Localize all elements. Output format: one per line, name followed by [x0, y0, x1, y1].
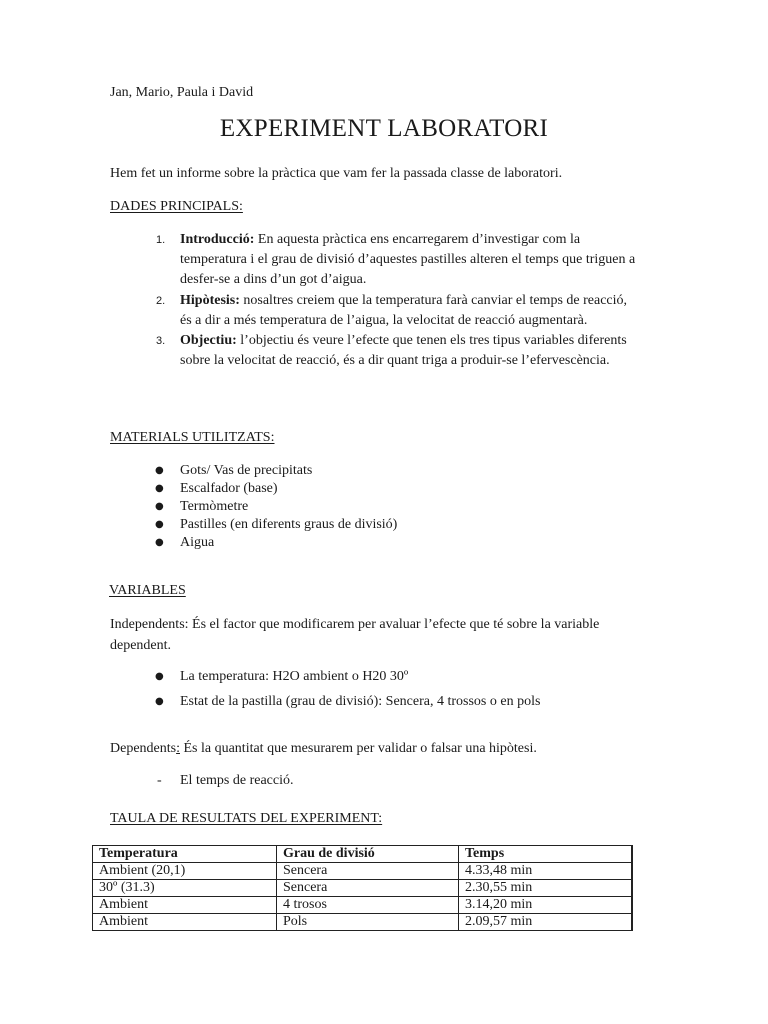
dependents-colon: :: [176, 741, 180, 756]
bullet-icon: ●: [155, 483, 164, 494]
dependents-text: És la quantitat que mesurarem per validar o falsar una hipòtesi.: [179, 741, 537, 756]
list-item: ● Estat de la pastilla (grau de divisió): Sencera, 4 trossos o en pols: [150, 692, 540, 713]
dades-item: [150, 291, 640, 331]
independents-list: [150, 667, 540, 716]
item-text: En aquesta pràctica ens encarregarem d’investigar com la temperatura i el grau de divisió d’aquestes pastilles alteren el temps que triguen a desfer-se a dins d’un got d’aigua.: [180, 232, 636, 288]
dependents-paragraph: [110, 741, 537, 757]
list-number: 1.: [156, 234, 166, 246]
item-label: Hipòtesis:: [180, 292, 240, 308]
table-cell: 4 trosos: [277, 897, 459, 914]
bullet-icon: ●: [155, 519, 164, 530]
empty-cell: [632, 897, 633, 914]
table-cell: 2.09,57 min: [459, 914, 632, 931]
intro-paragraph: Hem fet un informe sobre la pràctica que vam fer la passada classe de laboratori.: [110, 166, 563, 181]
bullet-icon: ●: [155, 465, 164, 476]
dades-item: [150, 331, 640, 371]
table-cell: Ambient: [93, 914, 277, 931]
table-cell: Sencera: [277, 863, 459, 880]
table-cell: Ambient (20,1): [93, 863, 277, 880]
empty-cell: [632, 863, 633, 880]
list-item: ● Aigua: [155, 535, 215, 550]
item-text: nosaltres creiem que la temperatura farà canviar el temps de reacció, és a dir a més temperatura de l’aigua, la velocitat de reacció augmentarà.: [180, 292, 628, 328]
dependents-label: Dependents: [110, 741, 177, 756]
document-title: EXPERIMENT LABORATORI: [219, 115, 549, 142]
column-header: Temps: [459, 846, 632, 863]
bullet-icon: ●: [155, 671, 164, 682]
section-heading-dades: DADES PRINCIPALS:: [110, 199, 243, 214]
bullet-icon: ●: [155, 537, 164, 548]
list-number: 2.: [156, 294, 166, 307]
table-row: [93, 863, 633, 880]
empty-cell: [632, 914, 633, 931]
dependents-list-item: - El temps de reacció.: [157, 773, 294, 788]
section-heading-table: TAULA DE RESULTATS DEL EXPERIMENT:: [110, 811, 383, 826]
table-cell: Ambient: [93, 897, 277, 914]
table-row: [93, 914, 633, 931]
table-header-row: [93, 846, 633, 863]
table-cell: 2.30,55 min: [459, 880, 632, 897]
authors-line: Jan, Mario, Paula i David: [110, 85, 254, 100]
table-row: [93, 880, 633, 897]
dades-list: [150, 230, 640, 371]
bullet-icon: ●: [155, 501, 164, 512]
table-cell: 30º (31.3): [93, 880, 277, 897]
table-cell: 4.33,48 min: [459, 863, 632, 880]
table-row: [93, 897, 633, 914]
dash-marker: -: [157, 773, 162, 788]
bullet-icon: ●: [155, 695, 164, 707]
independents-paragraph: Independents: És el factor que modificarem per avaluar l’efecte que té sobre la variable dependent.: [110, 617, 600, 653]
item-text: l’objectiu és veure l’efecte que tenen els tres tipus variables diferents sobre la velocitat de reacció, és a dir quant triga a produir-se l’efervescència.: [180, 333, 627, 369]
empty-cell: [632, 880, 633, 897]
section-heading-variables: VARIABLES: [109, 583, 186, 598]
item-label: Objectiu:: [180, 333, 237, 349]
column-header: Temperatura: [93, 846, 277, 863]
column-header: Grau de divisió: [277, 846, 459, 863]
list-item: ● La temperatura: H2O ambient o H20 30º: [150, 667, 540, 688]
empty-column: [632, 846, 633, 863]
item-label: Introducció:: [180, 232, 255, 247]
section-heading-materials: MATERIALS UTILITZATS:: [110, 430, 275, 445]
list-item: ● Termòmetre: [155, 499, 249, 514]
table-cell: Sencera: [277, 880, 459, 897]
list-number: 3.: [156, 335, 166, 348]
list-item: ● Escalfador (base): [155, 481, 278, 496]
list-item: ● Pastilles (en diferents graus de divisió): [155, 517, 398, 532]
dades-item: [150, 230, 640, 291]
list-item: ● Gots/ Vas de precipitats: [155, 463, 313, 478]
results-table: [92, 845, 633, 931]
table-cell: 3.14,20 min: [459, 897, 632, 914]
table-cell: Pols: [277, 914, 459, 931]
materials-list: [150, 462, 397, 552]
